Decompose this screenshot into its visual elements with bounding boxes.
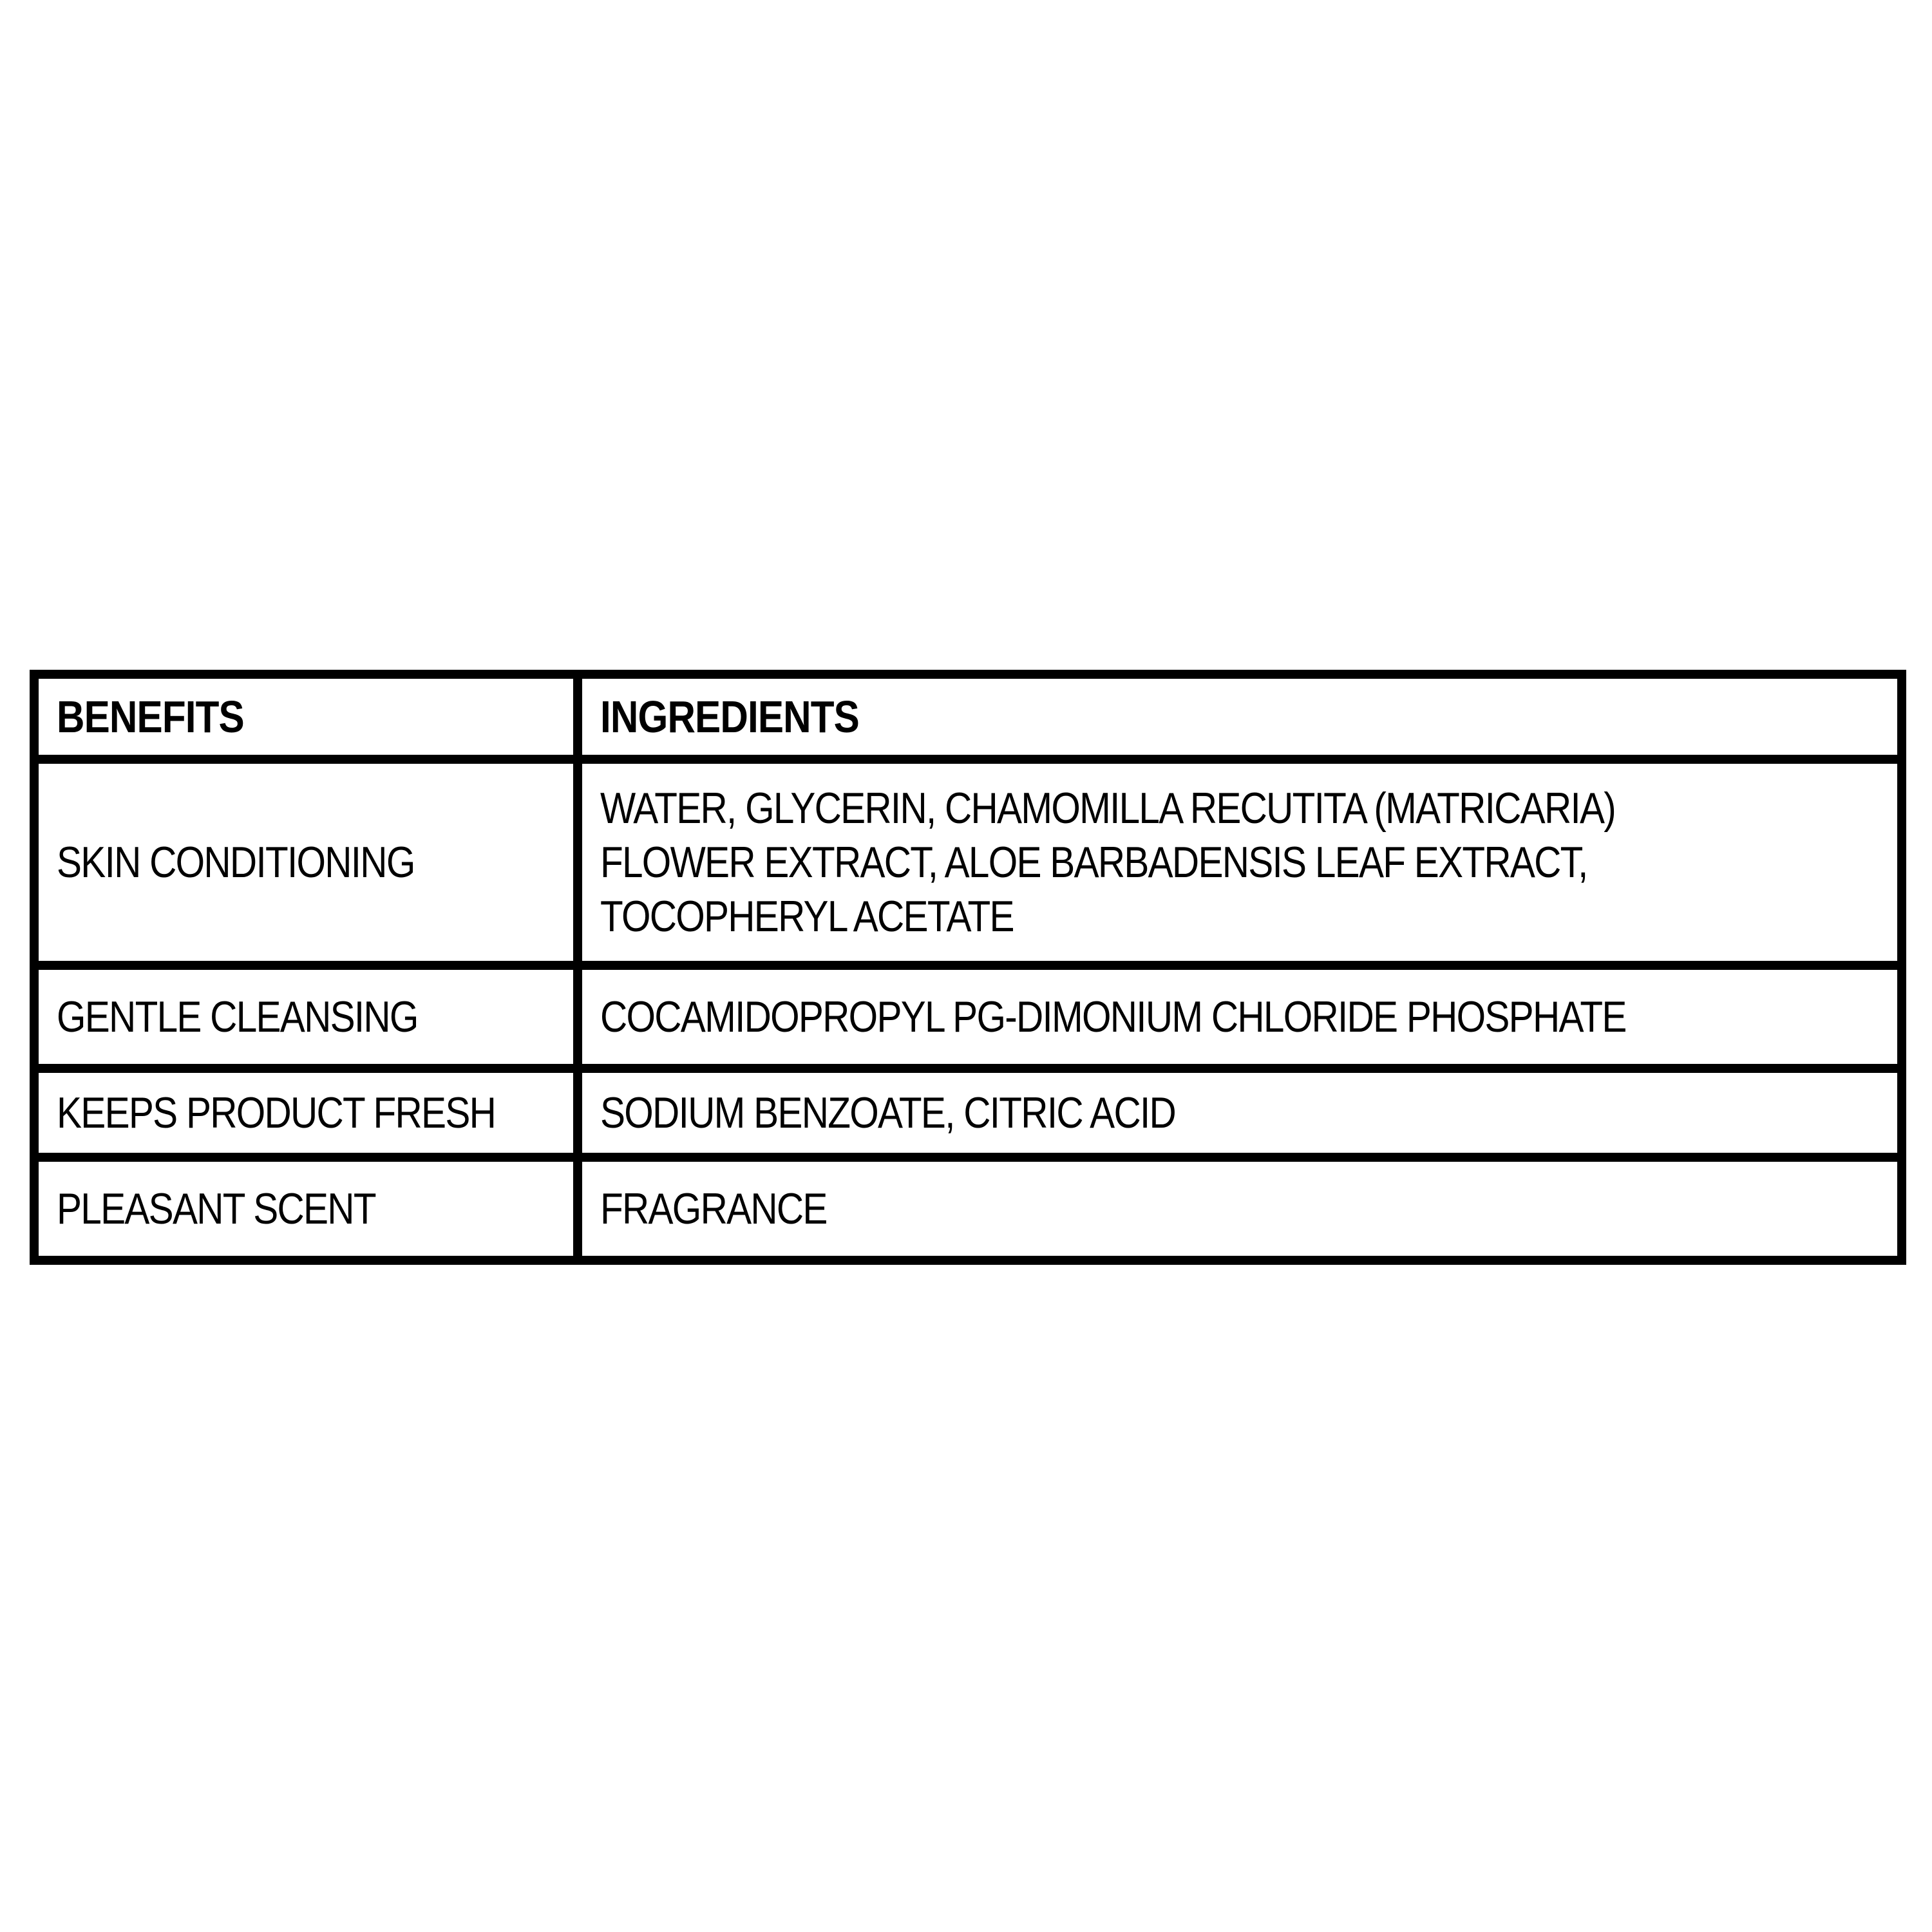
header-ingredients — [582, 679, 1897, 755]
ingredients-label: FRAGRANCE — [600, 1184, 827, 1233]
benefit-cell-gentle-cleansing — [39, 970, 573, 1064]
benefit-cell-pleasant-scent — [39, 1162, 573, 1256]
header-benefits-label: BENEFITS — [57, 692, 244, 742]
benefit-cell-keeps-product-fresh — [39, 1073, 573, 1153]
ingredients-lines — [600, 781, 1615, 943]
benefits-ingredients-table — [30, 670, 1906, 1265]
ingredients-cell-pleasant-scent — [582, 1162, 1897, 1256]
header-benefits — [39, 679, 573, 755]
ingredients-cell-keeps-product-fresh — [582, 1073, 1897, 1153]
benefit-label: KEEPS PRODUCT FRESH — [57, 1088, 496, 1137]
benefit-label: SKIN CONDITIONING — [57, 838, 415, 887]
ingredients-cell-skin-conditioning — [582, 764, 1897, 961]
ingredients-line: TOCOPHERYL ACETATE — [600, 892, 1014, 941]
ingredients-line: FLOWER EXTRACT, ALOE BARBADENSIS LEAF EXTRACT, — [600, 838, 1587, 887]
ingredients-line: WATER, GLYCERIN, CHAMOMILLA RECUTITA (MATRICARIA) — [600, 784, 1616, 833]
ingredients-label: SODIUM BENZOATE, CITRIC ACID — [600, 1088, 1176, 1137]
benefit-cell-skin-conditioning — [39, 764, 573, 961]
ingredients-label: COCAMIDOPROPYL PG-DIMONIUM CHLORIDE PHOSPHATE — [600, 992, 1626, 1041]
ingredients-cell-gentle-cleansing — [582, 970, 1897, 1064]
benefit-label: PLEASANT SCENT — [57, 1184, 375, 1233]
header-ingredients-label: INGREDIENTS — [600, 692, 859, 742]
benefit-label: GENTLE CLEANSING — [57, 992, 418, 1041]
